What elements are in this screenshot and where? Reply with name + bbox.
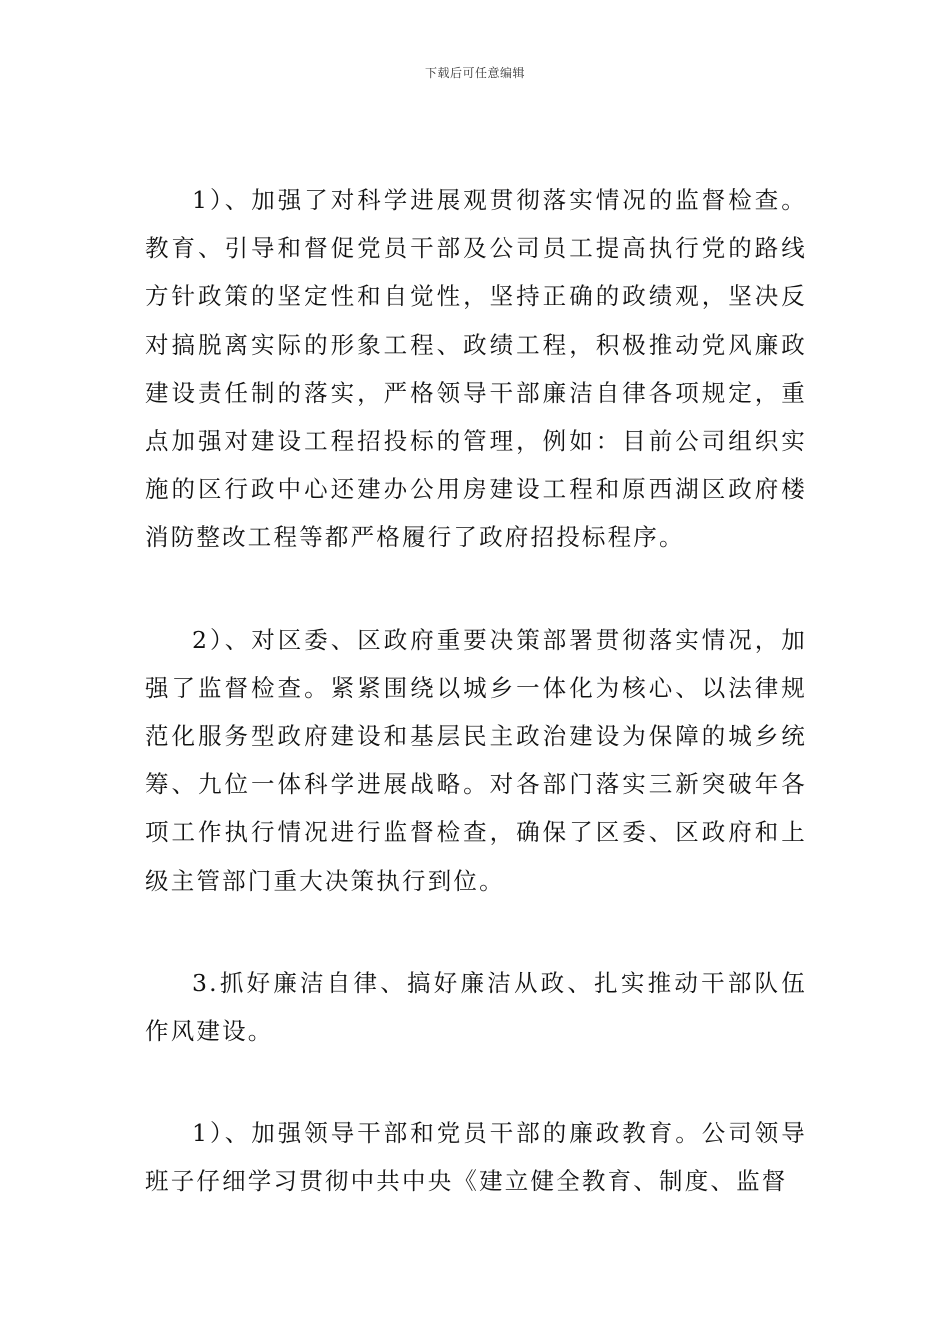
paragraph-4: 1）、加强领导干部和党员干部的廉政教育。公司领导班子仔细学习贯彻中共中央《建立健全教育、制度、监督	[145, 1119, 807, 1196]
page-header: 下载后可任意编辑	[424, 66, 525, 80]
paragraph-1: 1）、加强了对科学进展观贯彻落实情况的监督检查。教育、引导和督促党员干部及公司员工提高执行党的路线方针政策的坚定性和自觉性，坚持正确的政绩观，坚决反对搞脱离实际的形象工程、政绩工程，积极推动党风廉政建设责任制的落实，严格领导干部廉洁自律各项规定，重点加强对建设工程招投标的管理，例如：目前公司组织实施的区行政中心还建办公用房建设工程和原西湖区政府楼消防整改工程等都严格履行了政府招投标程序。	[145, 186, 807, 552]
paragraph-2: 2）、对区委、区政府重要决策部署贯彻落实情况，加强了监督检查。紧紧围绕以城乡一体化为核心、以法律规范化服务型政府建设和基层民主政治建设为保障的城乡统筹、九位一体科学进展战略。对各部门落实三新突破年各项工作执行情况进行监督检查，确保了区委、区政府和上级主管部门重大决策执行到位。	[145, 625, 807, 895]
document-body	[145, 176, 807, 1206]
paragraph-3: 3.抓好廉洁自律、搞好廉洁从政、扎实推动干部队伍作风建设。	[145, 968, 807, 1046]
